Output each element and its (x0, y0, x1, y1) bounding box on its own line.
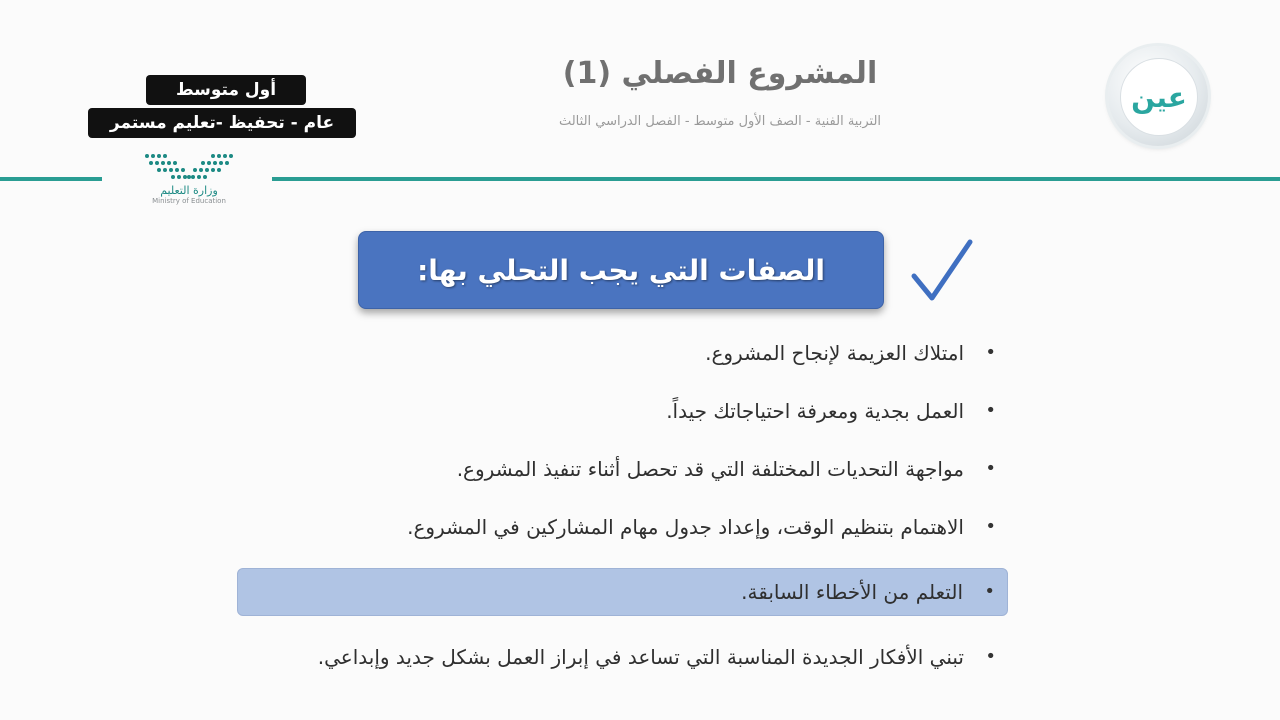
list-item-text: امتلاك العزيمة لإنجاح المشروع. (705, 341, 964, 365)
list-item (240, 640, 1000, 674)
qualities-list (240, 336, 1000, 698)
grade-badge: أول متوسط (146, 75, 306, 105)
bullet-icon: • (985, 342, 996, 363)
list-item (240, 394, 1000, 428)
ministry-name-ar: وزارة التعليم (160, 184, 218, 197)
bullet-icon: • (985, 646, 996, 667)
page-title: المشروع الفصلي (1) (562, 56, 878, 91)
checkmark-icon (906, 236, 976, 306)
tracks-badge: عام - تحفيظ -تعليم مستمر (88, 108, 356, 138)
bullet-icon: • (985, 400, 996, 421)
list-item-text: العمل بجدية ومعرفة احتياجاتك جيداً. (666, 399, 964, 423)
list-item-highlighted (237, 568, 1008, 616)
list-item-text: التعلم من الأخطاء السابقة. (741, 580, 963, 604)
header-divider-left (0, 177, 102, 181)
section-heading: الصفات التي يجب التحلي بها: (358, 231, 884, 309)
ain-logo (1108, 46, 1208, 146)
ain-logo-text: عين (1120, 58, 1198, 136)
list-item-text: مواجهة التحديات المختلفة التي قد تحصل أثناء تنفيذ المشروع. (456, 457, 964, 481)
header-divider-right (272, 177, 1280, 181)
list-item-text: الاهتمام بتنظيم الوقت، وإعداد جدول مهام المشاركين في المشروع. (407, 515, 964, 539)
ministry-emblem-icon (143, 152, 235, 182)
page-subtitle: التربية الفنية - الصف الأول متوسط - الفصل الدراسي الثالث (558, 114, 882, 129)
list-item (240, 510, 1000, 544)
list-item-text: تبني الأفكار الجديدة المناسبة التي تساعد في إبراز العمل بشكل جديد وإبداعي. (317, 645, 964, 669)
ministry-name-en: Ministry of Education (152, 197, 226, 205)
bullet-icon: • (984, 581, 995, 602)
bullet-icon: • (985, 516, 996, 537)
list-item (240, 336, 1000, 370)
bullet-icon: • (985, 458, 996, 479)
ministry-logo (104, 152, 274, 224)
list-item (240, 452, 1000, 486)
